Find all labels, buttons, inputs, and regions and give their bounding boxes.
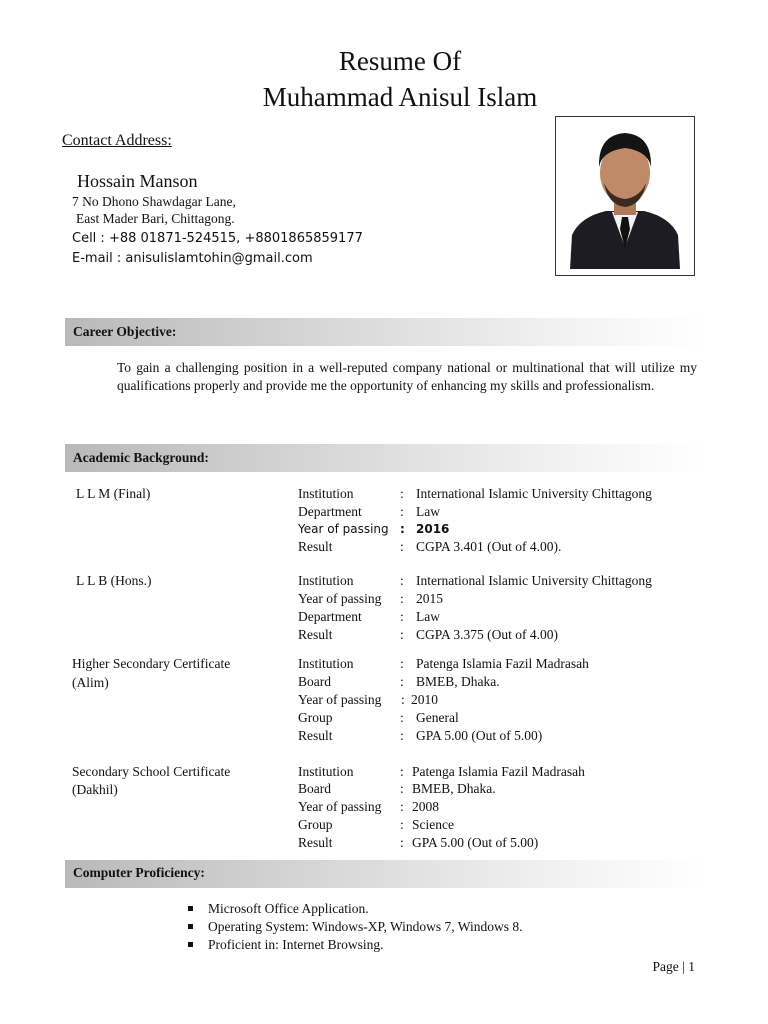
row-value: International Islamic University Chittagong bbox=[416, 573, 652, 588]
computer-proficiency-heading: Computer Proficiency: bbox=[73, 865, 205, 880]
degree-name: Secondary School Certificate bbox=[72, 764, 231, 779]
address-line-1: 7 No Dhono Shawdagar Lane, bbox=[72, 194, 236, 209]
computer-proficiency-bar bbox=[65, 860, 705, 888]
row-key: Institution bbox=[298, 486, 354, 501]
row-key: Result bbox=[298, 539, 333, 554]
profile-photo bbox=[555, 116, 695, 276]
contact-email: E-mail : anisulislamtohin@gmail.com bbox=[72, 251, 313, 266]
bullet-icon bbox=[188, 924, 193, 929]
row-value: 2008 bbox=[412, 799, 439, 814]
academic-background-bar bbox=[65, 444, 705, 472]
row-key: Result bbox=[298, 627, 333, 642]
entry-row: Result : CGPA 3.375 (Out of 4.00) bbox=[298, 627, 559, 642]
entry-row: Department : Law bbox=[298, 504, 440, 519]
row-value: CGPA 3.375 (Out of 4.00) bbox=[416, 627, 559, 642]
list-item-text: Proficient in: Internet Browsing. bbox=[208, 937, 384, 952]
entry-row: Result : CGPA 3.401 (Out of 4.00). bbox=[298, 539, 562, 554]
entry-row: Board : BMEB, Dhaka. bbox=[298, 781, 496, 796]
career-objective-heading: Career Objective: bbox=[73, 324, 177, 339]
row-key: Department bbox=[298, 609, 362, 624]
row-value: 2016 bbox=[416, 522, 450, 536]
degree-name: Higher Secondary Certificate bbox=[72, 656, 231, 671]
career-objective-bar bbox=[65, 318, 705, 346]
row-key: Group bbox=[298, 710, 333, 725]
row-value: Science bbox=[412, 817, 454, 832]
row-value: GPA 5.00 (Out of 5.00) bbox=[416, 728, 543, 743]
entry-row: Year of passing : 2016 bbox=[298, 522, 450, 536]
entry-row: Institution : Patenga Islamia Fazil Madrasah bbox=[298, 656, 589, 671]
row-key: Group bbox=[298, 817, 333, 832]
degree-name: L L B (Hons.) bbox=[76, 573, 152, 588]
entry-row: Result : GPA 5.00 (Out of 5.00) bbox=[298, 728, 543, 743]
page-number: Page | 1 bbox=[652, 959, 695, 974]
entry-row: Group : General bbox=[298, 710, 459, 725]
row-value: International Islamic University Chittagong bbox=[416, 486, 652, 501]
row-key: Board bbox=[298, 781, 331, 796]
row-key: Year of passing bbox=[298, 692, 382, 707]
row-key: Result bbox=[298, 728, 333, 743]
resume-title-line1: Resume Of bbox=[338, 46, 462, 76]
entry-row: Board : BMEB, Dhaka. bbox=[298, 674, 500, 689]
list-item-text: Microsoft Office Application. bbox=[208, 901, 369, 916]
entry-row: Institution : International Islamic University Chittagong bbox=[298, 486, 652, 501]
list-item bbox=[188, 900, 523, 918]
contact-heading: Contact Address: bbox=[62, 132, 172, 149]
row-value: 2010 bbox=[411, 692, 438, 707]
row-key: Department bbox=[298, 504, 362, 519]
degree-subtitle: (Dakhil) bbox=[72, 782, 118, 797]
row-value: Patenga Islamia Fazil Madrasah bbox=[412, 764, 585, 779]
row-value: 2015 bbox=[416, 591, 443, 606]
row-value: BMEB, Dhaka. bbox=[412, 781, 496, 796]
contact-cell: Cell : +88 01871-524515, +8801865859177 bbox=[72, 231, 363, 246]
contact-name: Hossain Manson bbox=[77, 171, 198, 191]
address-line-2: East Mader Bari, Chittagong. bbox=[76, 211, 235, 226]
row-key: Institution bbox=[298, 656, 354, 671]
entry-row: Year of passing : 2008 bbox=[298, 799, 439, 814]
row-key: Year of passing bbox=[298, 522, 389, 536]
list-item-text: Operating System: Windows-XP, Windows 7, Windows 8. bbox=[208, 919, 523, 934]
entry-row: Institution : Patenga Islamia Fazil Madrasah bbox=[298, 764, 585, 779]
row-key: Institution bbox=[298, 573, 354, 588]
career-objective-text: To gain a challenging position in a well-reputed company national or multinational that will utilize my qualifications properly and provide me the opportunity of enhancing my skills and professionalism. bbox=[117, 360, 697, 393]
row-key: Result bbox=[298, 835, 333, 850]
entry-row: Year of passing : 2015 bbox=[298, 591, 443, 606]
row-value: Patenga Islamia Fazil Madrasah bbox=[416, 656, 589, 671]
resume-title-name: Muhammad Anisul Islam bbox=[262, 82, 538, 112]
computer-proficiency-list bbox=[188, 900, 523, 954]
degree-name: L L M (Final) bbox=[76, 486, 151, 501]
bullet-icon bbox=[188, 906, 193, 911]
bullet-icon bbox=[188, 942, 193, 947]
entry-row: Year of passing : 2010 bbox=[298, 692, 438, 707]
row-key: Year of passing bbox=[298, 591, 382, 606]
entry-row: Institution : International Islamic University Chittagong bbox=[298, 573, 652, 588]
entry-row: Department : Law bbox=[298, 609, 440, 624]
row-value: CGPA 3.401 (Out of 4.00). bbox=[416, 539, 562, 554]
academic-background-heading: Academic Background: bbox=[73, 450, 209, 465]
profile-photo-portrait bbox=[556, 117, 694, 275]
list-item bbox=[188, 936, 523, 954]
row-value: GPA 5.00 (Out of 5.00) bbox=[412, 835, 539, 850]
row-key: Board bbox=[298, 674, 331, 689]
row-key: Year of passing bbox=[298, 799, 382, 814]
list-item bbox=[188, 918, 523, 936]
entry-row: Result : GPA 5.00 (Out of 5.00) bbox=[298, 835, 539, 850]
row-value: Law bbox=[416, 504, 440, 519]
entry-row: Group : Science bbox=[298, 817, 454, 832]
row-key: Institution bbox=[298, 764, 354, 779]
row-value: Law bbox=[416, 609, 440, 624]
row-value: General bbox=[416, 710, 459, 725]
row-value: BMEB, Dhaka. bbox=[416, 674, 500, 689]
degree-subtitle: (Alim) bbox=[72, 675, 109, 690]
